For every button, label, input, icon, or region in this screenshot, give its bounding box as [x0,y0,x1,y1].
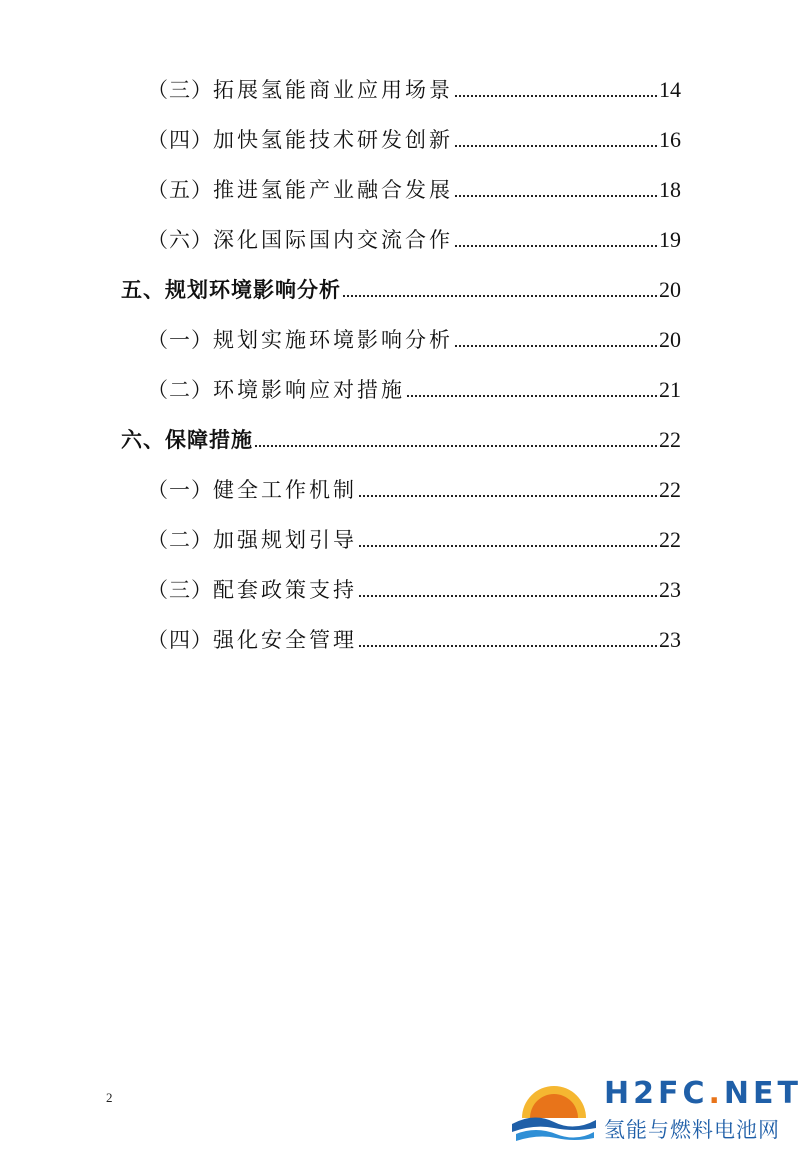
toc-entry-prefix: （二） [147,528,213,552]
toc-entry-page: 14 [659,77,681,102]
toc-entry[interactable] [147,574,681,604]
toc-leader-dots [455,345,657,347]
toc-entry-page: 16 [659,127,681,152]
toc-entry-title: 深化国际国内交流合作 [213,228,453,252]
logo-text-english-part2: NET [723,1076,802,1111]
toc-leader-dots [359,545,657,547]
toc-entry-page: 22 [659,427,681,452]
toc-entry-page: 22 [659,477,681,502]
toc-leader-dots [255,445,657,447]
toc-entry-page: 20 [659,327,681,352]
page-number: 2 [106,1090,113,1105]
logo-text-english-part1: H2FC [604,1076,709,1111]
toc-entry-prefix: （五） [147,178,213,202]
toc-entry-title: 保障措施 [165,427,253,452]
toc-entry-prefix: （一） [147,328,213,352]
toc-entry-title: 加快氢能技术研发创新 [213,128,453,152]
toc-leader-dots [455,95,657,97]
toc-entry[interactable] [147,74,681,104]
toc-entry[interactable] [147,324,681,354]
toc-entry[interactable] [147,624,681,654]
toc-leader-dots [343,295,657,297]
toc-leader-dots [359,495,657,497]
toc-entry-page: 21 [659,377,681,402]
toc-entry[interactable] [147,524,681,554]
toc-leader-dots [455,245,657,247]
toc-leader-dots [455,195,657,197]
toc-entry-prefix: （三） [147,78,213,102]
logo-text-english [604,1076,802,1111]
toc-section-entry[interactable] [121,274,681,304]
toc-entry-page: 23 [659,627,681,652]
sun-waves-logo-icon [510,1074,598,1144]
toc-entry-title: 健全工作机制 [213,478,357,502]
logo-text-chinese: 氢能与燃料电池网 [604,1118,780,1142]
toc-entry-title: 规划实施环境影响分析 [213,328,453,352]
toc-leader-dots [407,395,657,397]
toc-entry-prefix: （六） [147,228,213,252]
toc-entry-title: 拓展氢能商业应用场景 [213,78,453,102]
toc-entry-page: 22 [659,527,681,552]
toc-leader-dots [359,645,657,647]
site-logo[interactable] [510,1074,802,1144]
toc-leader-dots [359,595,657,597]
toc-entry-prefix: （一） [147,478,213,502]
toc-entry[interactable] [147,174,681,204]
toc-entry[interactable] [147,224,681,254]
toc-entry-prefix: 六、 [121,427,165,452]
toc-entry-prefix: （四） [147,128,213,152]
toc-entry-prefix: （二） [147,378,213,402]
toc-entry-page: 20 [659,277,681,302]
toc-entry-title: 加强规划引导 [213,528,357,552]
toc-entry-title: 配套政策支持 [213,578,357,602]
toc-section-entry[interactable] [121,424,681,454]
toc-entry-title: 推进氢能产业融合发展 [213,178,453,202]
toc-entry[interactable] [147,474,681,504]
toc-entry-page: 23 [659,577,681,602]
toc-entry[interactable] [147,374,681,404]
toc-entry-title: 环境影响应对措施 [213,378,405,402]
toc-entry-page: 19 [659,227,681,252]
toc-entry-title: 强化安全管理 [213,628,357,652]
toc-leader-dots [455,145,657,147]
toc-entry-prefix: （四） [147,628,213,652]
toc-entry-prefix: （三） [147,578,213,602]
toc-entry-page: 18 [659,177,681,202]
toc-entry-title: 规划环境影响分析 [165,277,341,302]
logo-text-english-dot: . [708,1076,724,1111]
toc-entry-prefix: 五、 [121,277,165,302]
toc-entry[interactable] [147,124,681,154]
